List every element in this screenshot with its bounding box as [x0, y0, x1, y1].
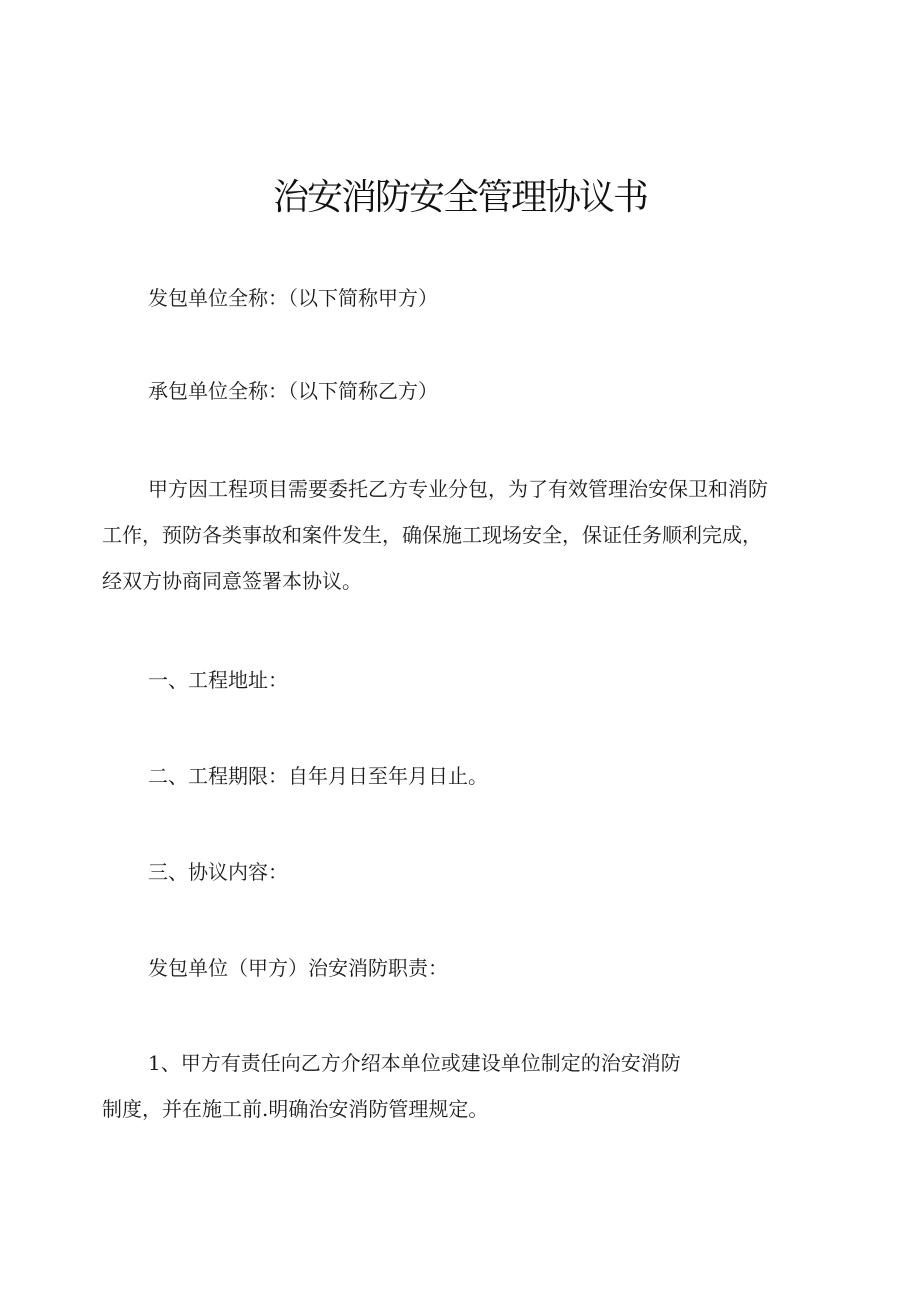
party-a-duties-heading: 发包单位（甲方）治安消防职责： [148, 956, 448, 980]
intro-line-2: 工作，预防各类事故和案件发生，确保施工现场安全，保证任务顺利完成， [102, 523, 762, 547]
subcontractor-name-line: 承包单位全称：（以下简称乙方） [148, 379, 438, 403]
duty-item-1-line-2: 制度，并在施工前.明确治安消防管理规定。 [102, 1097, 489, 1121]
section-project-address: 一、工程地址： [148, 668, 288, 692]
section-agreement-content: 三、协议内容： [148, 860, 288, 884]
contractor-name-line: 发包单位全称：（以下简称甲方） [148, 286, 438, 310]
section-project-period: 二、工程期限：自年月日至年月日止。 [148, 764, 488, 788]
document-title: 治安消防安全管理协议书 [272, 177, 647, 218]
duty-item-1-line-1: 1、甲方有责任向乙方介绍本单位或建设单位制定的治安消防 [148, 1051, 681, 1075]
duty-item-1 [102, 1040, 832, 1132]
intro-line-1: 甲方因工程项目需要委托乙方专业分包，为了有效管理治安保卫和消防 [148, 477, 768, 501]
intro-line-3: 经双方协商同意签署本协议。 [102, 569, 362, 593]
intro-paragraph [102, 466, 832, 604]
